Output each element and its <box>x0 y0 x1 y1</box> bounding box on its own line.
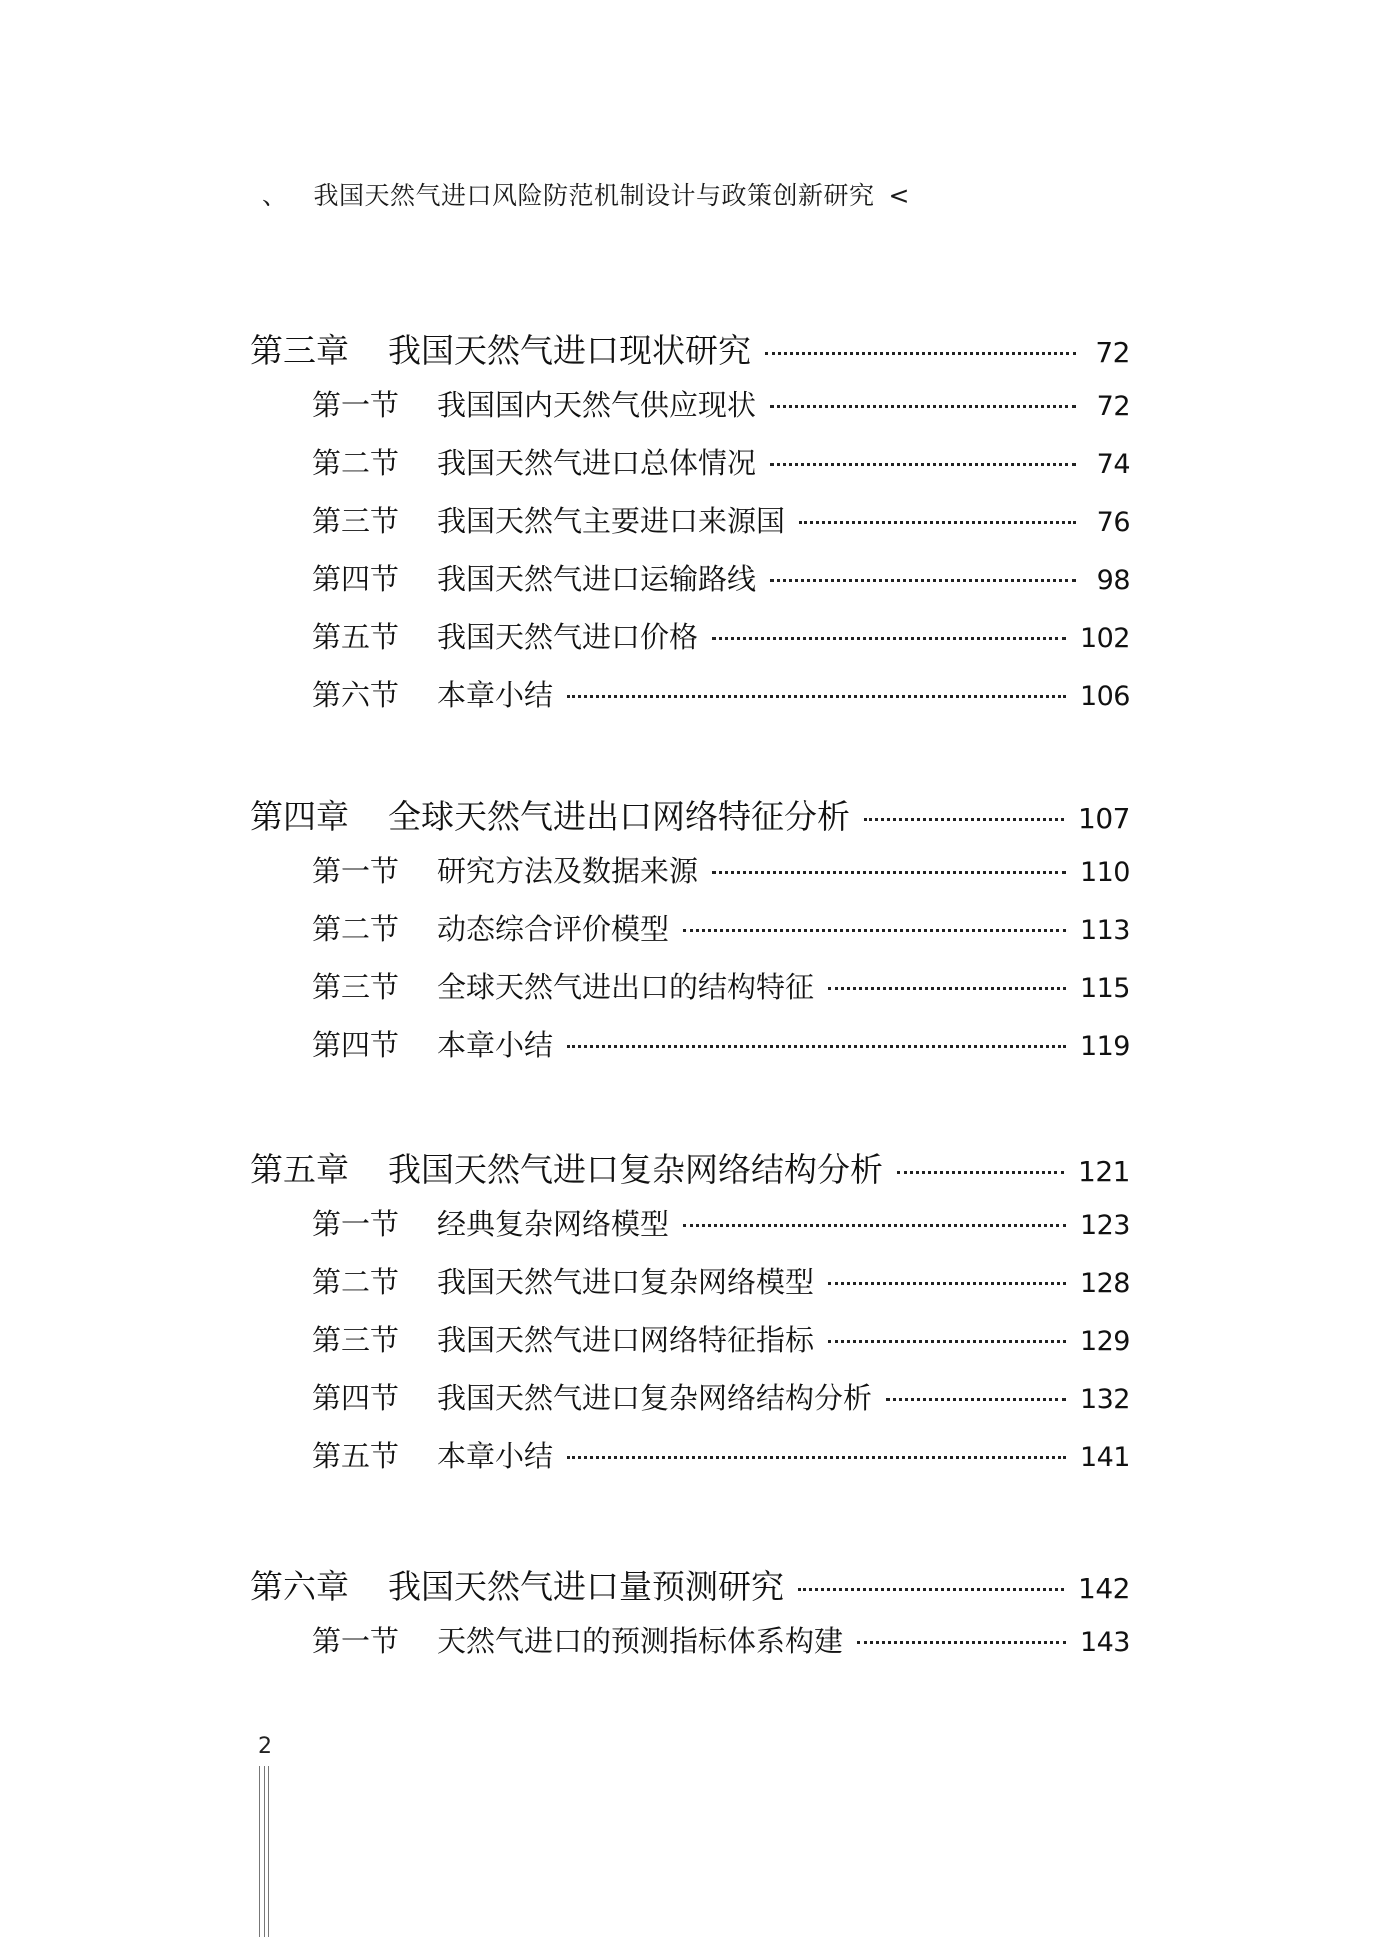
section-label: 第三节 <box>312 504 400 538</box>
section-title: 我国天然气进口网络特征指标 <box>437 1323 815 1357</box>
section-page-number: 132 <box>1079 1384 1130 1415</box>
section-page-number: 110 <box>1079 857 1130 888</box>
toc-chapter-row[interactable] <box>250 791 1130 849</box>
section-title: 经典复杂网络模型 <box>437 1207 670 1241</box>
dot-leader <box>770 405 1076 408</box>
dot-leader <box>770 579 1076 582</box>
section-title: 我国天然气进口总体情况 <box>437 446 757 480</box>
section-label: 第四节 <box>312 1381 400 1415</box>
section-label: 第二节 <box>312 1265 400 1299</box>
chapter-label: 第四章 <box>250 797 349 836</box>
binding-line <box>264 1766 265 1937</box>
section-title: 我国天然气主要进口来源国 <box>437 504 786 538</box>
section-page-number: 102 <box>1079 623 1130 654</box>
toc-chapter-4 <box>250 791 1130 1081</box>
section-page-number: 123 <box>1079 1210 1130 1241</box>
toc-section-row[interactable] <box>250 1202 1130 1260</box>
toc-section-row[interactable] <box>250 849 1130 907</box>
chapter-title: 我国天然气进口现状研究 <box>388 331 751 370</box>
dot-leader <box>683 929 1066 932</box>
chapter-page-number: 121 <box>1078 1155 1130 1188</box>
toc-section-row[interactable] <box>250 1376 1130 1434</box>
dot-leader <box>567 695 1066 698</box>
section-title: 全球天然气进出口的结构特征 <box>437 970 815 1004</box>
chapter-title: 我国天然气进口量预测研究 <box>388 1567 784 1606</box>
chapter-title: 全球天然气进出口网络特征分析 <box>388 797 850 836</box>
section-title: 我国天然气进口价格 <box>437 620 699 654</box>
toc-section-row[interactable] <box>250 499 1130 557</box>
section-page-number: 143 <box>1079 1627 1130 1658</box>
header-title: 我国天然气进口风险防范机制设计与政策创新研究 <box>313 181 875 210</box>
section-label: 第二节 <box>312 446 400 480</box>
binding-line <box>259 1766 260 1937</box>
dot-leader <box>683 1224 1066 1227</box>
toc-section-row[interactable] <box>250 1619 1130 1677</box>
section-page-number: 141 <box>1079 1442 1130 1473</box>
footer-page-number: 2 <box>258 1734 272 1759</box>
chapter-title: 我国天然气进口复杂网络结构分析 <box>388 1150 883 1189</box>
section-page-number: 76 <box>1096 507 1130 538</box>
toc-section-row[interactable] <box>250 615 1130 673</box>
binding-line <box>268 1766 269 1937</box>
toc-chapter-row[interactable] <box>250 1144 1130 1202</box>
running-header <box>262 176 910 212</box>
chapter-page-number: 107 <box>1078 802 1130 835</box>
dot-leader <box>567 1456 1066 1459</box>
dot-leader <box>828 987 1066 990</box>
dot-leader <box>864 818 1064 821</box>
section-label: 第二节 <box>312 912 400 946</box>
section-title: 本章小结 <box>437 678 554 712</box>
toc-chapter-row[interactable] <box>250 325 1130 383</box>
header-tail: < <box>888 181 910 210</box>
chapter-label: 第六章 <box>250 1567 349 1606</box>
dot-leader <box>799 521 1076 524</box>
toc-section-row[interactable] <box>250 965 1130 1023</box>
toc-section-row[interactable] <box>250 907 1130 965</box>
section-title: 我国天然气进口复杂网络结构分析 <box>437 1381 873 1415</box>
header-mark: 、 <box>262 181 288 210</box>
dot-leader <box>897 1171 1064 1174</box>
toc-chapter-row[interactable] <box>250 1561 1130 1619</box>
section-title: 研究方法及数据来源 <box>437 854 699 888</box>
section-title: 本章小结 <box>437 1028 554 1062</box>
toc-chapter-3 <box>250 325 1130 731</box>
dot-leader <box>857 1641 1066 1644</box>
section-page-number: 129 <box>1079 1326 1130 1357</box>
section-label: 第一节 <box>312 388 400 422</box>
chapter-label: 第五章 <box>250 1150 349 1189</box>
binding-edge-lines <box>259 1766 273 1937</box>
toc-section-row[interactable] <box>250 441 1130 499</box>
section-page-number: 106 <box>1079 681 1130 712</box>
toc-section-row[interactable] <box>250 557 1130 615</box>
section-label: 第三节 <box>312 1323 400 1357</box>
section-label: 第三节 <box>312 970 400 1004</box>
section-page-number: 119 <box>1079 1031 1130 1062</box>
toc-section-row[interactable] <box>250 673 1130 731</box>
section-page-number: 72 <box>1096 391 1130 422</box>
toc-chapter-6 <box>250 1561 1130 1677</box>
dot-leader <box>828 1340 1066 1343</box>
section-page-number: 74 <box>1096 449 1130 480</box>
toc-section-row[interactable] <box>250 1434 1130 1492</box>
toc-section-row[interactable] <box>250 1023 1130 1081</box>
dot-leader <box>886 1398 1066 1401</box>
section-label: 第一节 <box>312 1624 400 1658</box>
dot-leader <box>798 1588 1064 1591</box>
dot-leader <box>712 637 1066 640</box>
section-page-number: 98 <box>1096 565 1130 596</box>
dot-leader <box>765 352 1076 355</box>
section-label: 第一节 <box>312 854 400 888</box>
section-page-number: 113 <box>1079 915 1130 946</box>
dot-leader <box>828 1282 1066 1285</box>
section-title: 本章小结 <box>437 1439 554 1473</box>
section-page-number: 128 <box>1079 1268 1130 1299</box>
dot-leader <box>770 463 1076 466</box>
section-label: 第四节 <box>312 1028 400 1062</box>
section-title: 我国国内天然气供应现状 <box>437 388 757 422</box>
toc-chapter-5 <box>250 1144 1130 1492</box>
section-title: 天然气进口的预测指标体系构建 <box>437 1624 844 1658</box>
section-title: 动态综合评价模型 <box>437 912 670 946</box>
chapter-label: 第三章 <box>250 331 349 370</box>
chapter-page-number: 72 <box>1095 336 1130 369</box>
section-label: 第五节 <box>312 620 400 654</box>
dot-leader <box>712 871 1066 874</box>
toc-section-row[interactable] <box>250 1260 1130 1318</box>
section-page-number: 115 <box>1079 973 1130 1004</box>
toc-section-row[interactable] <box>250 383 1130 441</box>
section-label: 第五节 <box>312 1439 400 1473</box>
toc-section-row[interactable] <box>250 1318 1130 1376</box>
dot-leader <box>567 1045 1066 1048</box>
section-label: 第一节 <box>312 1207 400 1241</box>
section-title: 我国天然气进口运输路线 <box>437 562 757 596</box>
chapter-page-number: 142 <box>1078 1572 1130 1605</box>
section-title: 我国天然气进口复杂网络模型 <box>437 1265 815 1299</box>
section-label: 第四节 <box>312 562 400 596</box>
section-label: 第六节 <box>312 678 400 712</box>
